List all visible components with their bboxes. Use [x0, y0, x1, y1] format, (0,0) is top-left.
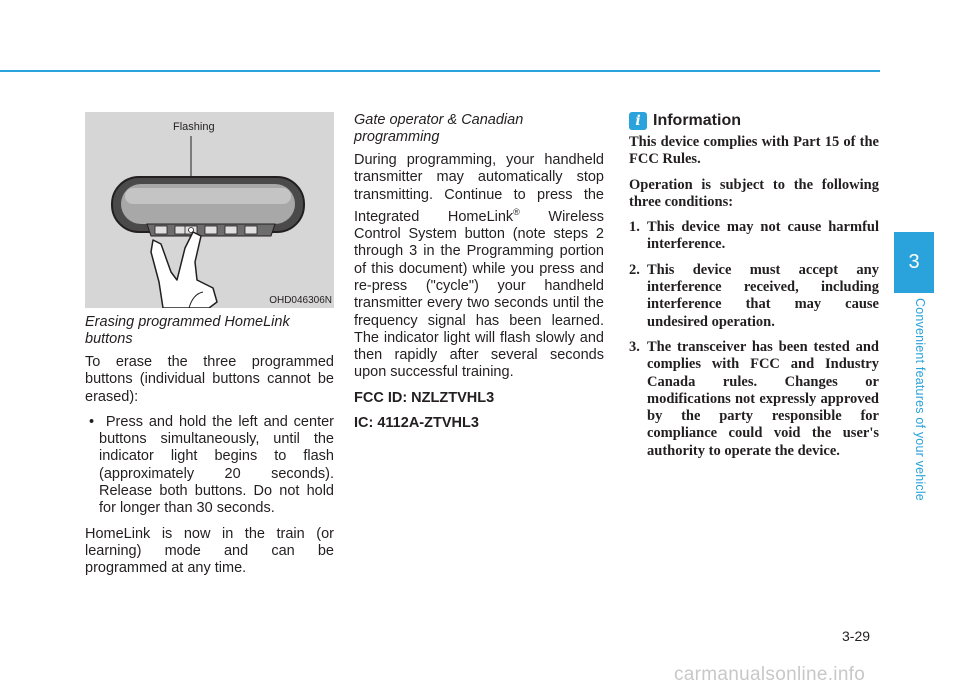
erasing-outro: HomeLink is now in the train (or learning) mode and can be programmed at any time. — [85, 525, 334, 577]
gate-body-part2: Wireless Control System button (note steps 2 through 3 in the Programming portion of this document) while you press and re-press ("cycle") your handheld transmitter every two seconds until the frequency signal has been learned. The indicator light will flash slowly and then rapidly after several seconds upon successful training. — [354, 208, 604, 381]
list-item — [629, 219, 879, 254]
erasing-bullets — [85, 414, 334, 518]
gate-heading: Gate operator & Canadian programming — [354, 112, 524, 145]
info-conditions — [629, 219, 879, 460]
figure-code: OHD046306N — [269, 295, 332, 306]
item-number: 2. — [629, 261, 640, 278]
info-para-2: Operation is subject to the following three conditions: — [629, 176, 879, 210]
item-text: The transceiver has been tested and complies with FCC and Industry Canada rules. Changes or modifications not expressly approved by the party responsible for compliance could void the user's authority to operate the device. — [647, 338, 879, 459]
erasing-intro: To erase the three programmed buttons (individual buttons cannot be erased): — [85, 354, 334, 405]
info-header — [629, 112, 879, 130]
column-middle — [354, 112, 604, 440]
item-text: This device may not cause harmful interference. — [647, 219, 879, 253]
item-number: 1. — [629, 219, 640, 236]
page-number: 3-29 — [842, 628, 871, 644]
header-rule — [0, 70, 880, 72]
figure-label-flashing: Flashing — [173, 121, 215, 133]
info-para-1: This device complies with Part 15 of the FCC Rules. — [629, 134, 879, 168]
item-number: 3. — [629, 338, 640, 355]
ic-id: IC: 4112A-ZTVHL3 — [354, 414, 479, 431]
watermark: carmanualsonline.info — [674, 664, 866, 685]
chapter-tab: 3 — [894, 232, 934, 293]
registered-mark: ® — [513, 206, 520, 217]
info-title: Information — [653, 112, 741, 129]
fcc-id: FCC ID: NZLZTVHL3 — [354, 389, 495, 406]
column-right — [629, 112, 879, 468]
mirror-figure — [85, 112, 334, 308]
bullet-text: Press and hold the left and center buttons simultaneously, until the indicator light begins to flash (approximately 20 seconds). Release both buttons. Do not hold for longer than 30 seconds. — [99, 413, 334, 517]
info-icon: i — [629, 112, 647, 130]
column-left — [85, 112, 334, 586]
list-item — [629, 262, 879, 331]
item-text: This device must accept any interference received, including interference that may cause undesired operation. — [647, 261, 879, 330]
hand-illustration — [85, 112, 334, 308]
list-item: • Press and hold the left and center buttons simultaneously, until the indicator light begins to flash (approximately 20 seconds). Release both buttons. Do not hold for longer than 30 seconds. — [89, 413, 334, 517]
list-item — [629, 339, 879, 460]
gate-body — [354, 152, 604, 382]
erasing-heading: Erasing programmed HomeLink buttons — [85, 314, 290, 347]
gate-body-part1: During programming, your handheld transmitter may automatically stop transmitting. Continue to press the Integrated HomeLink — [354, 152, 604, 225]
chapter-title: Convenient features of your vehicle — [913, 298, 927, 501]
